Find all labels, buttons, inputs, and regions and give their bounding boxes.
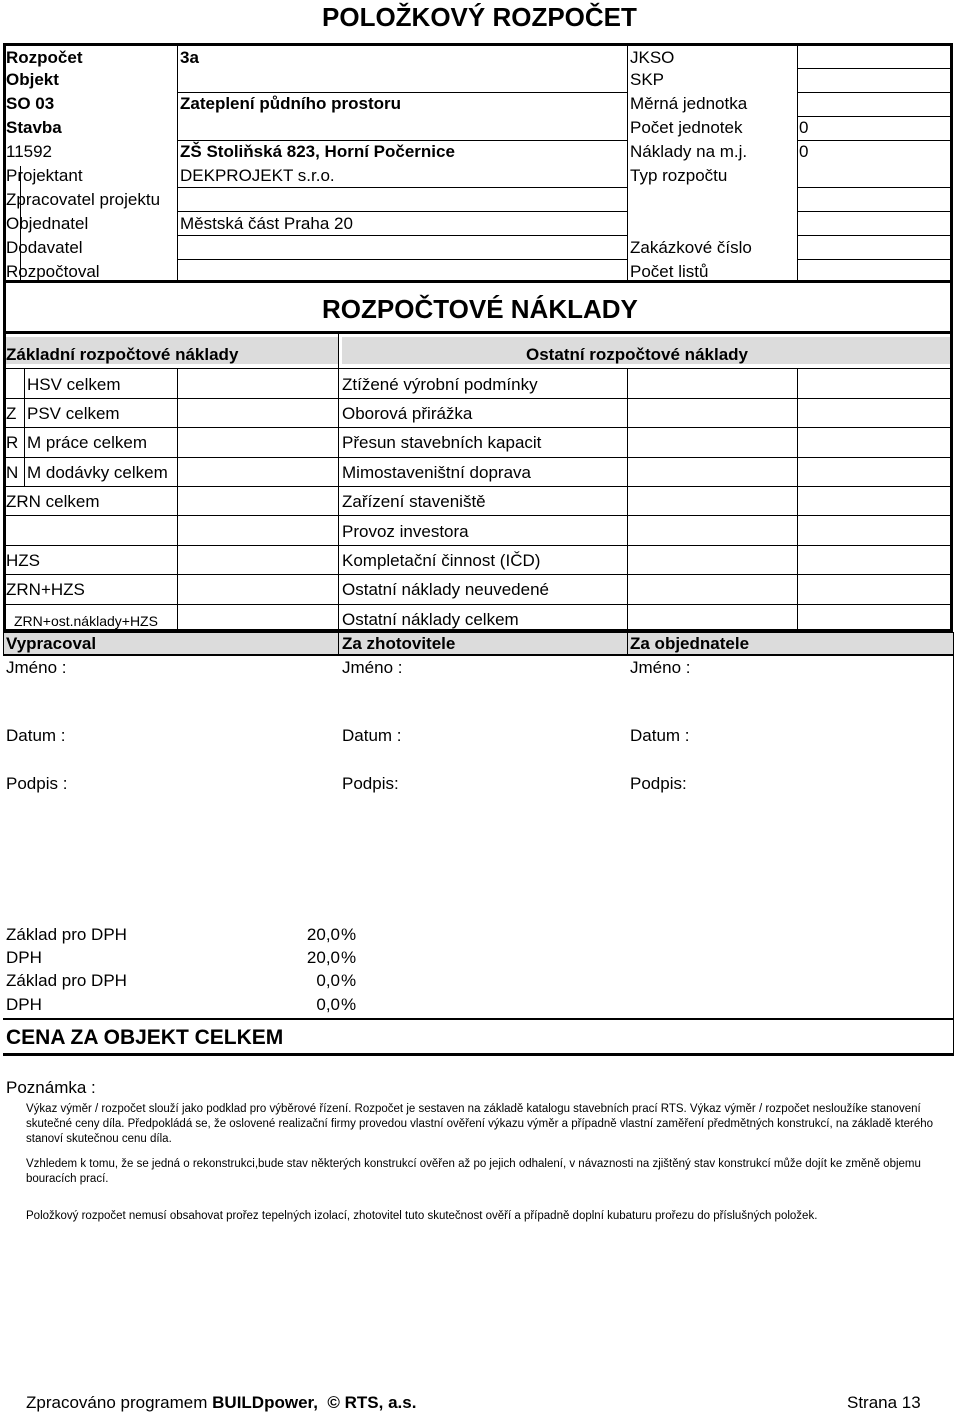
zaklad-dph-label-2: Základ pro DPH [6,971,127,990]
dph-label-2: DPH [6,995,42,1014]
jmeno-label-3: Jméno : [630,658,691,677]
za-objednatele-label: Za objednatele [630,634,750,653]
dph-rate-2: 0,0 [316,995,340,1014]
zaklad-dph-rate-2: 0,0 [316,971,340,990]
m-dodavky-celkem-label: M dodávky celkem [27,463,168,482]
other-cost-7: Kompletační činnost (IČD) [342,551,541,570]
jkso-label: JKSO [630,48,675,67]
note-paragraph-2: Vzhledem k tomu, že se jedná o rekonstrukci,bude stav některých konstrukcí ověřen až po jejich odhalení, v návaznosti na zjištěný stav konstrukcí může dojít ke změně objemu bouracích prací. [26,1158,921,1185]
other-cost-8: Ostatní náklady neuvedené [342,580,549,599]
percent-sign-4: % [341,995,357,1014]
pocet-listu-label: Počet listů [630,262,709,281]
other-cost-1: Ztížené výrobní podmínky [342,375,538,394]
rozpocet-label: Rozpočet [6,48,83,67]
m-prace-celkem-label: M práce celkem [27,433,147,452]
r-letter: R [6,433,19,452]
percent-sign-3: % [341,971,357,990]
vypracoval-label: Vypracoval [6,634,97,653]
footer-prefix: Zpracováno programem [26,1393,213,1412]
hzs-label: HZS [6,551,40,570]
percent-sign-2: % [341,948,357,967]
hsv-celkem-label: HSV celkem [27,375,121,394]
notes-label: Poznámka : [6,1078,96,1097]
stavba-number: 11592 [6,142,53,161]
rozpocet-value: 3a [180,48,199,67]
datum-label-1: Datum : [6,726,66,745]
podpis-label-2: Podpis: [342,774,399,793]
dph-label-1: DPH [6,948,42,967]
zaklad-dph-rate-1: 20,0 [306,925,340,944]
rozpoctoval-label: Rozpočtoval [6,262,100,281]
naklady-mj-label: Náklady na m.j. [630,142,748,161]
objednatel-label: Objednatel [6,214,89,233]
pocet-jednotek-label: Počet jednotek [630,118,743,137]
so-value: Zateplení půdního prostoru [180,94,401,113]
skp-label: SKP [630,70,665,89]
zaklad-dph-label-1: Základ pro DPH [6,925,127,944]
total-price-label: CENA ZA OBJEKT CELKEM [6,1026,284,1049]
other-costs-header: Ostatní rozpočtové náklady [526,345,748,364]
stavba-label: Stavba [6,118,62,137]
projektant-label: Projektant [6,166,83,185]
other-cost-3: Přesun stavebních kapacit [342,433,542,452]
objekt-label: Objekt [6,70,59,89]
typ-rozpoctu-label: Typ rozpočtu [630,166,728,185]
other-cost-5: Zařízení staveniště [342,492,486,511]
jmeno-label-1: Jméno : [6,658,67,677]
projektant-value: DEKPROJEKT s.r.o. [180,166,335,185]
costs-title: ROZPOČTOVÉ NÁKLADY [322,294,638,324]
za-zhotovitele-label: Za zhotovitele [342,634,456,653]
podpis-label-3: Podpis: [630,774,687,793]
datum-label-2: Datum : [342,726,402,745]
dodavatel-label: Dodavatel [6,238,83,257]
footer-company: © RTS, a.s. [327,1393,417,1412]
footer-credit [26,1393,416,1413]
dph-rate-1: 20,0 [306,948,340,967]
page-title: POLOŽKOVÝ ROZPOČET [322,2,637,32]
datum-label-3: Datum : [630,726,690,745]
basic-costs-header: Základní rozpočtové náklady [6,345,239,364]
zrn-celkem-label: ZRN celkem [6,492,100,511]
psv-celkem-label: PSV celkem [27,404,120,423]
z-letter: Z [6,404,17,423]
jmeno-label-2: Jméno : [342,658,403,677]
footer-program: BUILDpower, [212,1393,318,1412]
stavba-value: ZŠ Stoliňská 823, Horní Počernice [180,142,455,161]
zakazkove-cislo-label: Zakázkové číslo [630,238,752,257]
zrn-hzs-label: ZRN+HZS [6,580,85,599]
naklady-mj-value: 0 [799,142,809,161]
zpracovatel-label: Zpracovatel projektu [6,190,161,209]
other-cost-4: Mimostaveništní doprava [342,463,531,482]
note-paragraph-3: Položkový rozpočet nemusí obsahovat prořez tepelných izolací, zhotovitel tuto skutečnost ověří a případně doplní kubaturu prořezu do příslušných položek. [26,1210,818,1222]
zrn-ost-naklady-hzs-label: ZRN+ost.náklady+HZS [14,613,158,629]
other-cost-6: Provoz investora [342,522,469,541]
objednatel-value: Městská část Praha 20 [180,214,353,233]
so-label: SO 03 [6,94,55,113]
merna-jednotka-label: Měrná jednotka [630,94,748,113]
n-letter: N [6,463,19,482]
other-cost-2: Oborová přirážka [342,404,473,423]
percent-sign-1: % [341,925,357,944]
podpis-label-1: Podpis : [6,774,68,793]
page-number: Strana 13 [847,1393,921,1412]
other-cost-total: Ostatní náklady celkem [342,610,519,629]
note-paragraph-1: Výkaz výměr / rozpočet slouží jako podklad pro výběrové řízení. Rozpočet je sestaven na základě katalogu stavebních prací RTS. Výkaz výměr / rozpočet nesloužíke stanovení skutečné ceny díla. Předpokládá se, že oslovené realizační firmy provedou vlastní ověření výkazu výměr a případně vlastní zaměření předmětných konstrukcí, na základě kterého stanoví skutečnou cenu díla. [26,1103,934,1145]
pocet-jednotek-value: 0 [799,118,809,137]
header-box [3,43,953,283]
